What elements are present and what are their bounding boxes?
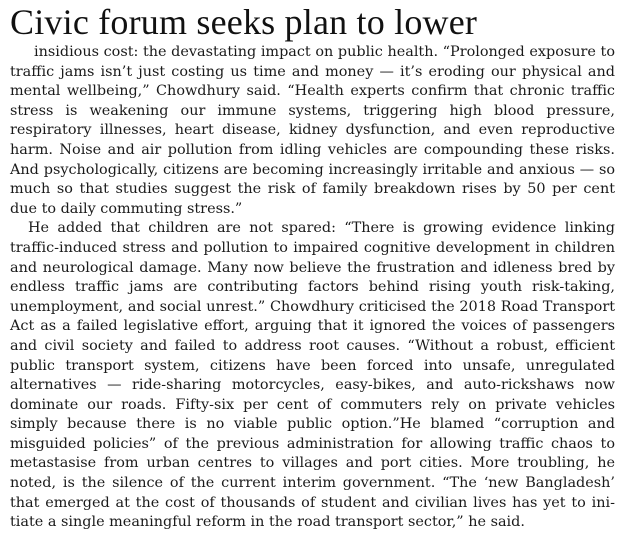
headline: Civic forum seeks plan to lower <box>10 2 478 42</box>
news-article <box>10 4 615 533</box>
paragraph-children-and-policy: He added that children are not spared: “There is growing evidence linking traffic-induced stress and pollution to impaired cognitive development in children and neurological damage. Many now believe the frustration and idleness bred by endless traffic jams are contributing factors behind rising youth risk-taking, unemployment, and social unrest.” Chowdhury criticised the 2018 Road Transport Act as a failed legislative effort, arguing that it ignored the voices of passengers and civil society and failed to address root causes. “Without a robust, efficient public transport system, citizens have been forced into unsafe, unregulated alternatives — ride-sharing motorcycles, easy-bikes, and auto-rickshaws now dominate our roads. Fifty-six per cent of commuters rely on private vehicles simply because there is no viable public option.”He blamed “corruption and misguided policies” of the previous administration for allowing traffic chaos to metastasise from urban centres to villages and port cities. More troubling, he noted, is the silence of the current interim government. “The ‘new Bangladesh’ that emerged at the cost of thousands of student and civilian lives has yet to initiate a single meaningful reform in the road transport sector,” he said. <box>10 220 615 531</box>
article-body <box>10 43 615 533</box>
paragraph-health-impact: insidious cost: the devastating impact on public health. “Prolonged exposure to traffic jams isn’t just costing us time and money — it’s eroding our physical and mental wellbeing,” Chowdhury said. “Health experts confirm that chronic traffic stress is weakening our immune systems, triggering high blood pressure, respiratory illnesses, heart disease, kidney dysfunction, and even reproductive harm. Noise and air pollution from idling vehicles are compounding these risks. And psychologically, citizens are becoming increasingly irritable and anxious — so much so that studies suggest the risk of family breakdown rises by 50 per cent due to daily commuting stress.” <box>10 44 615 217</box>
